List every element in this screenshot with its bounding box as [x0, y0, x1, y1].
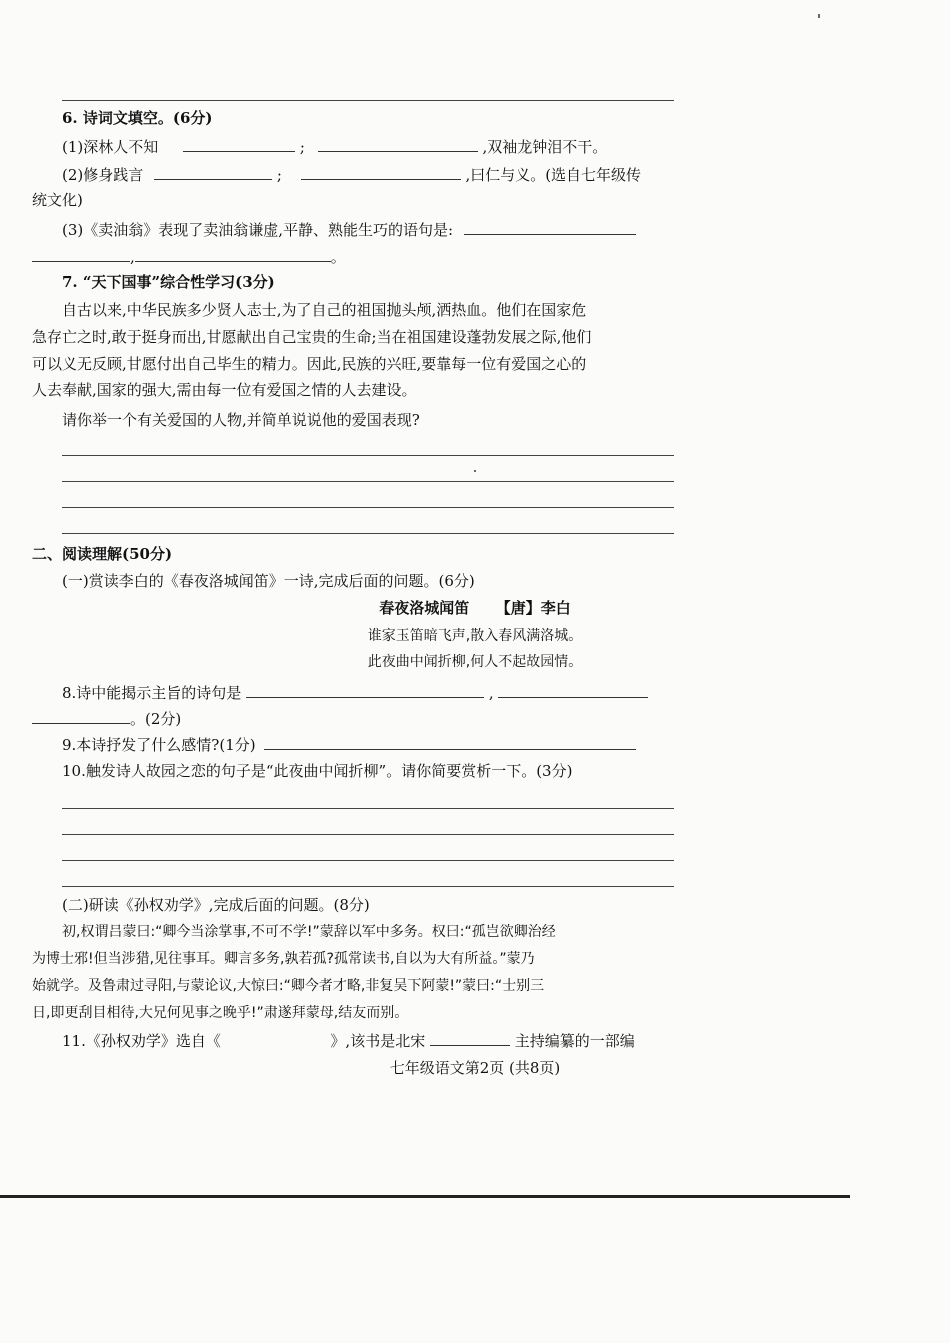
q6-2-blank-a[interactable]: [154, 164, 272, 180]
q8-score: 。(2分): [130, 710, 182, 728]
q6-3-prefix: (3)《卖油翁》表现了卖油翁谦虚,平静、熟能生巧的语句是:: [62, 221, 454, 239]
q6-3-blank-c[interactable]: [135, 246, 331, 262]
q8-blank-b[interactable]: [498, 682, 648, 698]
q7-title: 7. “天下国事”综合性学习(3分): [62, 273, 275, 291]
page-footer: 七年级语文第2页 (共8页): [389, 1059, 561, 1077]
q8: 8.诗中能揭示主旨的诗句是 ,: [62, 682, 648, 703]
part-1-intro: (一)赏读李白的《春夜洛城闻笛》一诗,完成后面的问题。(6分): [62, 572, 475, 590]
q8-text: 8.诗中能揭示主旨的诗句是: [62, 684, 242, 702]
q6-3-blank-a[interactable]: [464, 219, 636, 235]
q9: [62, 734, 636, 755]
q7-answer-line[interactable]: [62, 481, 674, 482]
poem-author: 【唐】李白: [495, 599, 571, 617]
q6-1-suffix: ,双袖龙钟泪不干。: [482, 138, 608, 156]
q6-title: 6. 诗词文填空。(6分): [62, 109, 213, 127]
q7-para-3: 可以义无反顾,甘愿付出自己毕生的精力。因此,民族的兴旺,要靠每一位有爱国之心的: [32, 355, 587, 373]
q11-blank-a[interactable]: [226, 1030, 326, 1046]
q7-answer-line[interactable]: [62, 507, 674, 508]
q6-2-suffix: ,曰仁与义。(选自七年级传: [465, 166, 642, 184]
q6-item-2-cont: 统文化): [32, 191, 83, 209]
q10-answer-line[interactable]: [62, 834, 674, 835]
q6-item-3-cont: , 。: [32, 246, 346, 267]
classical-text-2: 为博士邪!但当涉猎,见往事耳。卿言多务,孰若孤?孤常读书,自以为大有所益。”蒙乃: [32, 951, 535, 967]
poem-line-1: 谁家玉笛暗飞声,散入春风满洛城。: [367, 628, 583, 644]
poem-heading: [0, 598, 950, 619]
scan-speck: [474, 470, 476, 472]
q7-para-2: 急存亡之时,敢于挺身而出,甘愿献出自己宝贵的生命;当在祖国建设蓬勃发展之际,他们: [32, 328, 592, 346]
q6-3-blank-b[interactable]: [32, 246, 130, 262]
scan-speck: [818, 14, 820, 18]
q7-para-1: 自古以来,中华民族多少贤人志士,为了自己的祖国抛头颅,洒热血。他们在国家危: [62, 301, 587, 319]
q7-question: 请你举一个有关爱国的人物,并简单说说他的爱国表现?: [62, 411, 420, 429]
poem-title: 春夜洛城闻笛: [379, 599, 470, 617]
classical-text-4: 日,即更刮目相待,大兄何见事之晚乎!”肃遂拜蒙母,结友而别。: [32, 1005, 409, 1021]
q8-cont: [32, 708, 181, 729]
q6-1-blank-b[interactable]: [318, 136, 478, 152]
q6-item-2: (2)修身践言 ; ,曰仁与义。(选自七年级传: [62, 166, 642, 184]
scan-edge: [0, 1195, 850, 1198]
poem-line-2: 此夜曲中闻折柳,何人不起故园情。: [367, 654, 583, 670]
q11-blank-b[interactable]: [430, 1030, 510, 1046]
q6-1-blank-a[interactable]: [183, 136, 295, 152]
part-2-intro: (二)研读《孙权劝学》,完成后面的问题。(8分): [62, 896, 370, 914]
q8-blank-a[interactable]: [246, 682, 484, 698]
q10: 10.触发诗人故园之恋的句子是“此夜曲中闻折柳”。请你简要赏析一下。(3分): [62, 762, 573, 780]
q11: [62, 1030, 635, 1051]
q7-para-4: 人去奉献,国家的强大,需由每一位有爱国之情的人去建设。: [32, 381, 417, 399]
q6-2-blank-b[interactable]: [301, 164, 461, 180]
q10-answer-line[interactable]: [62, 808, 674, 809]
q11-text-a: 11.《孙权劝学》选自《: [62, 1032, 221, 1050]
q9-text: 9.本诗抒发了什么感情?(1分): [62, 736, 256, 754]
q8-blank-c[interactable]: [32, 708, 130, 724]
q7-answer-line[interactable]: [62, 533, 674, 534]
section-2-title: 二、阅读理解(50分): [32, 545, 173, 563]
q6-item-1: (1)深林人不知 ; ,双袖龙钟泪不干。: [62, 138, 608, 156]
q10-answer-line[interactable]: [62, 886, 674, 887]
classical-text-1: 初,权谓吕蒙曰:“卿今当涂掌事,不可不学!”蒙辞以军中多务。权曰:“孤岂欲卿治经: [62, 924, 556, 940]
q6-2-prefix: (2)修身践言: [62, 166, 144, 184]
top-rule: [62, 100, 674, 101]
q11-text-c: 主持编纂的一部编: [514, 1032, 635, 1050]
classical-text-3: 始就学。及鲁肃过寻阳,与蒙论议,大惊曰:“卿今者才略,非复吴下阿蒙!”蒙曰:“士别三: [32, 978, 545, 994]
q6-1-prefix: (1)深林人不知: [62, 138, 159, 156]
q7-answer-line[interactable]: [62, 455, 674, 456]
q6-item-3: [62, 219, 636, 240]
q9-blank[interactable]: [264, 734, 636, 750]
q11-text-b: 》,该书是北宋: [330, 1032, 426, 1050]
q10-answer-line[interactable]: [62, 860, 674, 861]
